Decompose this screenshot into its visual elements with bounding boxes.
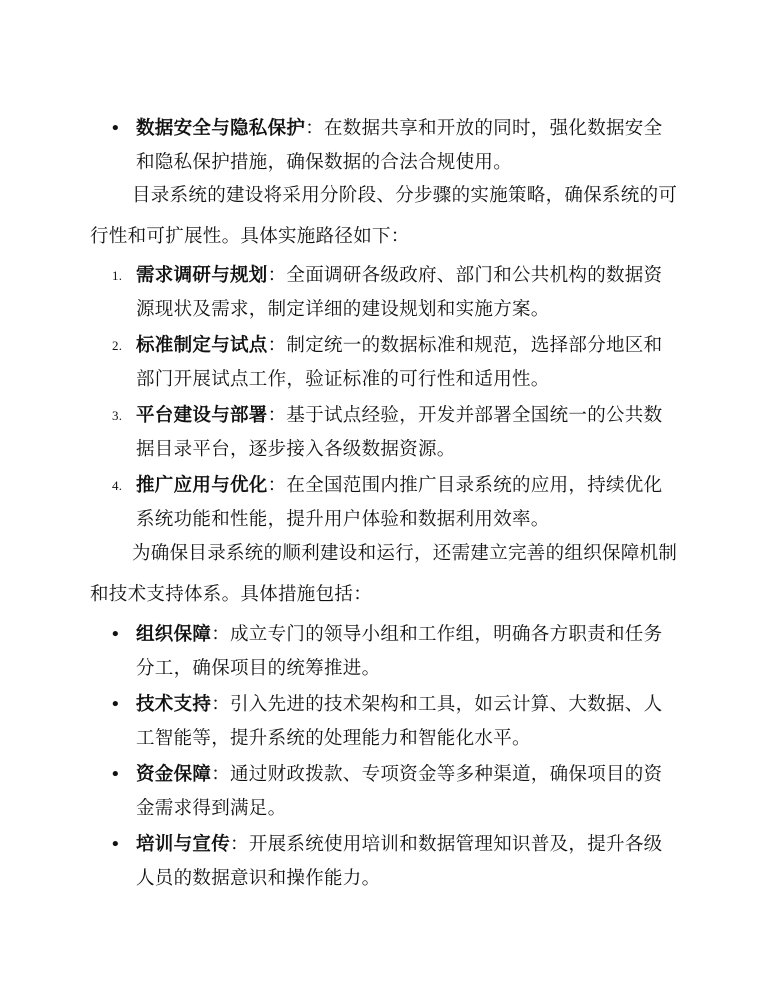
paragraph-support-measures: 为确保目录系统的顺利建设和运行，还需建立完善的组织保障机制和技术支持体系。具体措施包括： [90, 543, 678, 605]
list-item-term: 组织保障 [136, 624, 212, 645]
numbered-item-text: ：在全国范围内推广目录系统的应用，持续优化系统功能和性能，提升用户体验和数据利用效率。 [136, 475, 663, 530]
numbered-item-2 [112, 329, 676, 397]
numbered-item-4 [112, 469, 676, 537]
list-item-text: ：开展系统使用培训和数据管理知识普及，提升各级人员的数据意识和操作能力。 [136, 834, 663, 889]
list-item-term: 数据安全与隐私保护 [136, 118, 306, 139]
numbered-item-1 [112, 259, 676, 327]
list-item-term: 培训与宣传 [136, 834, 231, 855]
list-item-text: ：在数据共享和开放的同时，强化数据安全和隐私保护措施，确保数据的合法合规使用。 [136, 118, 663, 173]
bullet-marker: • [110, 118, 121, 139]
numbered-item-text: ：制定统一的数据标准和规范，选择部分地区和部门开展试点工作，验证标准的可行性和适用性。 [136, 335, 663, 390]
list-item-training [110, 828, 676, 896]
numbered-item-term: 平台建设与部署 [136, 405, 268, 426]
paragraph-implementation-strategy: 目录系统的建设将采用分阶段、分步骤的实施策略，确保系统的可行性和可扩展性。具体实施路径如下： [90, 185, 678, 247]
list-item-term: 技术支持 [136, 694, 212, 715]
numbered-item-term: 需求调研与规划 [136, 265, 268, 286]
list-item-funding [110, 758, 676, 826]
bullet-marker: • [110, 764, 121, 785]
list-item-data-security [110, 112, 676, 180]
item-number: 3. [112, 408, 123, 423]
list-item-term: 资金保障 [136, 764, 212, 785]
numbered-item-3 [112, 399, 676, 467]
list-item-technical-support [110, 688, 676, 756]
bullet-marker: • [110, 694, 121, 715]
numbered-item-term: 标准制定与试点 [136, 335, 268, 356]
list-item-text: ：引入先进的技术架构和工具，如云计算、大数据、人工智能等，提升系统的处理能力和智能化水平。 [136, 694, 663, 749]
list-item-organization [110, 618, 676, 686]
item-number: 1. [112, 268, 123, 283]
numbered-item-text: ：全面调研各级政府、部门和公共机构的数据资源现状及需求，制定详细的建设规划和实施方案。 [136, 265, 663, 320]
list-item-text: ：成立专门的领导小组和工作组，明确各方职责和任务分工，确保项目的统筹推进。 [136, 624, 663, 679]
numbered-item-text: ：基于试点经验，开发并部署全国统一的公共数据目录平台，逐步接入各级数据资源。 [136, 405, 663, 460]
bullet-marker: • [110, 624, 121, 645]
numbered-item-term: 推广应用与优化 [136, 475, 268, 496]
list-item-text: ：通过财政拨款、专项资金等多种渠道，确保项目的资金需求得到满足。 [136, 764, 663, 819]
item-number: 4. [112, 478, 123, 493]
item-number: 2. [112, 338, 123, 353]
bullet-marker: • [110, 834, 121, 855]
